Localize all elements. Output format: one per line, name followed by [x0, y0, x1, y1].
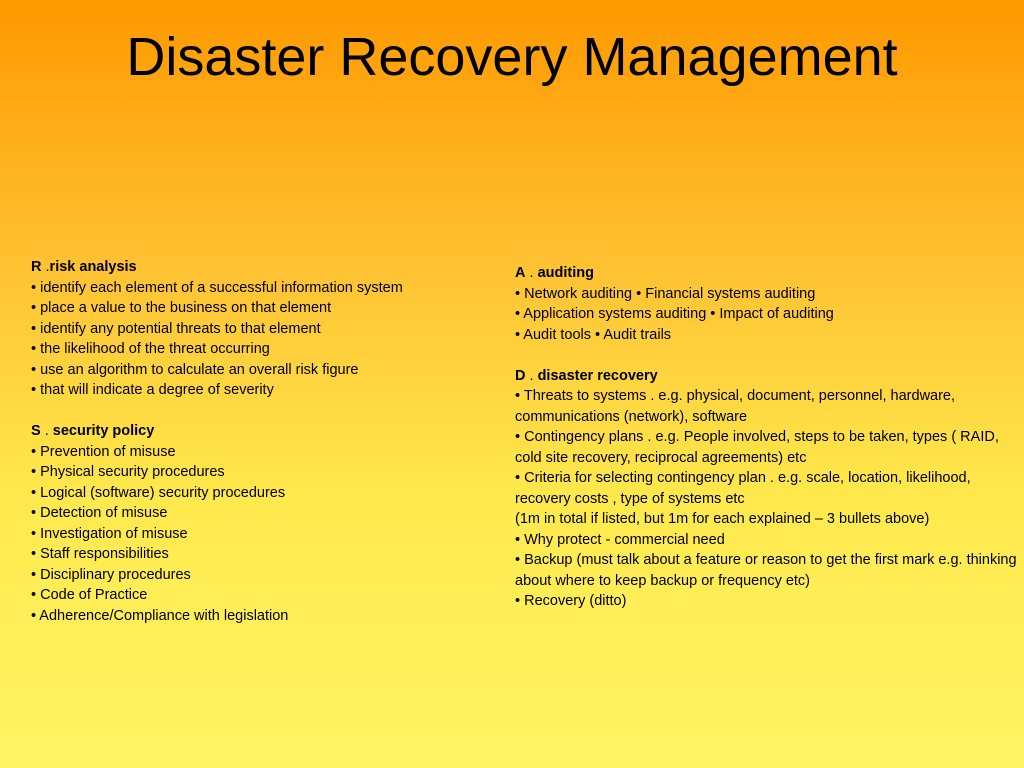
- list-item: • place a value to the business on that element: [31, 300, 332, 316]
- list-item: • Disciplinary procedures: [31, 566, 191, 583]
- list-item: • Audit tools • Audit trails: [515, 326, 672, 343]
- list-item: • Network auditing • Financial systems auditing: [515, 285, 816, 302]
- list-item: • use an algorithm to calculate an overall risk figure: [31, 361, 359, 378]
- list-item: • Threats to systems . e.g. physical, document, personnel, hardware, communications (network), software: [515, 388, 956, 425]
- list-item: • Physical security procedures: [31, 464, 225, 480]
- risk-analysis-heading: R .risk analysis: [31, 259, 137, 275]
- list-item: • Staff responsibilities: [31, 546, 169, 562]
- list-item: • Recovery (ditto): [515, 593, 627, 609]
- spacer: [515, 345, 1020, 366]
- list-item: • Application systems auditing • Impact of auditing: [515, 306, 834, 322]
- list-item: • Adherence/Compliance with legislation: [31, 607, 289, 624]
- list-item: • Why protect - commercial need: [515, 531, 725, 548]
- spacer: [31, 401, 491, 422]
- list-item: • identify each element of a successful information system: [31, 279, 403, 296]
- list-item: • Prevention of misuse: [31, 443, 176, 460]
- list-item: • Contingency plans . e.g. People involved, steps to be taken, types ( RAID, cold site recovery, reciprocal agreements) etc: [515, 429, 999, 466]
- list-item: • that will indicate a degree of severity: [31, 382, 274, 398]
- list-item: • Criteria for selecting contingency plan . e.g. scale, location, likelihood, recovery costs , type of systems etc: [515, 470, 971, 507]
- list-item: • Logical (software) security procedures: [31, 484, 286, 501]
- list-item: • Code of Practice: [31, 587, 148, 603]
- list-item: • Detection of misuse: [31, 505, 168, 521]
- auditing-heading: A . auditing: [515, 265, 594, 281]
- left-column: [31, 257, 491, 626]
- slide-title: Disaster Recovery Management: [126, 27, 898, 87]
- security-policy-heading: S . security policy: [31, 423, 155, 439]
- right-column: [515, 263, 1020, 612]
- list-item: (1m in total if listed, but 1m for each explained – 3 bullets above): [515, 511, 930, 527]
- list-item: • Backup (must talk about a feature or reason to get the first mark e.g. thinking about where to keep backup or frequency etc): [515, 552, 1017, 589]
- list-item: • the likelihood of the threat occurring: [31, 341, 270, 357]
- list-item: • Investigation of misuse: [31, 525, 188, 542]
- list-item: • identify any potential threats to that element: [31, 320, 321, 337]
- disaster-recovery-heading: D . disaster recovery: [515, 367, 658, 384]
